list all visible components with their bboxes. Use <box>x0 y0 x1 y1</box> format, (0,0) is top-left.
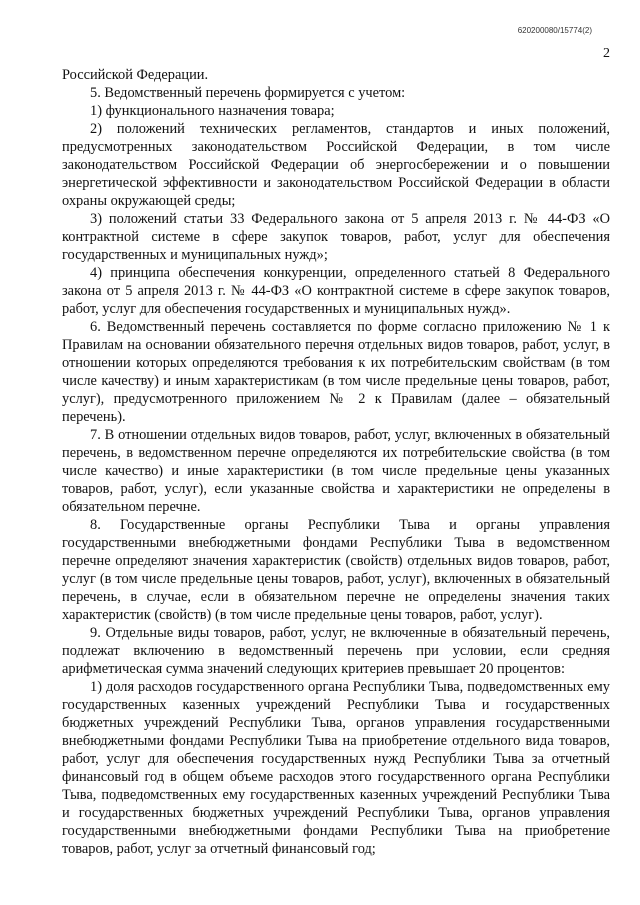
paragraph-item-6: 6. Ведомственный перечень составляется по форме согласно приложению № 1 к Правилам на основании обязательного перечня отдельных видов товаров, работ, услуг, в отношении которых определяются требования к их потребительским свойствам (в том числе качеству) и иным характеристикам (в том числе предельные цены товаров, работ, услуг), предусмотренного приложением № 2 к Правилам (далее – обязательный перечень). <box>62 319 610 425</box>
paragraph-item-7: 7. В отношении отдельных видов товаров, работ, услуг, включенных в обязательный перечень, в ведомственном перечне определяются их потребительские свойства (в том числе качество) и иные характеристики (в том числе предельные цены указанных товаров, работ, услуг), если указанные свойства и характеристики не определены в обязательном перечне. <box>62 427 610 515</box>
paragraph-subitem-9-1: 1) доля расходов государственного органа Республики Тыва, подведомственных ему государственных казенных учреждений Республики Тыва и государственных бюджетных учреждений Республики Тыва, органов управления государственными внебюджетными фондами Республики Тыва на приобретение отдельного вида товаров, работ, услуг для обеспечения государственных нужд Республики Тыва за отчетный финансовый год в общем объеме расходов этого государственного органа Республики Тыва, подведомственных ему государственных казенных учреждений Республики Тыва и государственных бюджетных учреждений Республики Тыва, органов управления государственными внебюджетными фондами Республики Тыва на приобретение товаров, работ, услуг за отчетный финансовый год; <box>62 679 610 857</box>
paragraph-continuation: Российской Федерации. <box>62 67 209 83</box>
paragraph-subitem-5-2: 2) положений технических регламентов, стандартов и иных положений, предусмотренных законодательством Российской Федерации, в том числе законодательством Российской Федерации об энергосбережении и о повышении энергетической эффективности и законодательством Российской Федерации в области охраны окружающей среды; <box>62 121 610 209</box>
paragraph-subitem-5-1: 1) функционального назначения товара; <box>90 103 335 119</box>
paragraph-subitem-5-4: 4) принципа обеспечения конкуренции, определенного статьей 8 Федерального закона от 5 апреля 2013 г. № 44-ФЗ «О контрактной системе в сфере закупок товаров, работ, услуг для обеспечения государственных и муниципальных нужд». <box>62 265 610 317</box>
page-number: 2 <box>603 46 610 61</box>
paragraph-item-9: 9. Отдельные виды товаров, работ, услуг, не включенные в обязательный перечень, подлежат включению в ведомственный перечень при условии, если средняя арифметическая сумма значений следующих критериев превышает 20 процентов: <box>62 625 610 677</box>
document-body <box>62 66 610 858</box>
paragraph-subitem-5-3: 3) положений статьи 33 Федерального закона от 5 апреля 2013 г. № 44-ФЗ «О контрактной системе в сфере закупок товаров, работ, услуг для обеспечения государственных и муниципальных нужд»; <box>62 211 610 263</box>
paragraph-item-8: 8. Государственные органы Республики Тыва и органы управления государственными внебюджетными фондами Республики Тыва в ведомственном перечне определяют значения характеристик (свойств) отдельных видов товаров, работ, услуг (в том числе предельные цены товаров, работ, услуг), включенных в обязательный перечень, в случае, если в обязательном перечне не определены значения таких характеристик (свойств) (в том числе предельные цены товаров, работ, услуг). <box>62 517 610 623</box>
document-code: 620200080/15774(2) <box>517 26 592 35</box>
paragraph-item-5: 5. Ведомственный перечень формируется с учетом: <box>90 85 406 101</box>
